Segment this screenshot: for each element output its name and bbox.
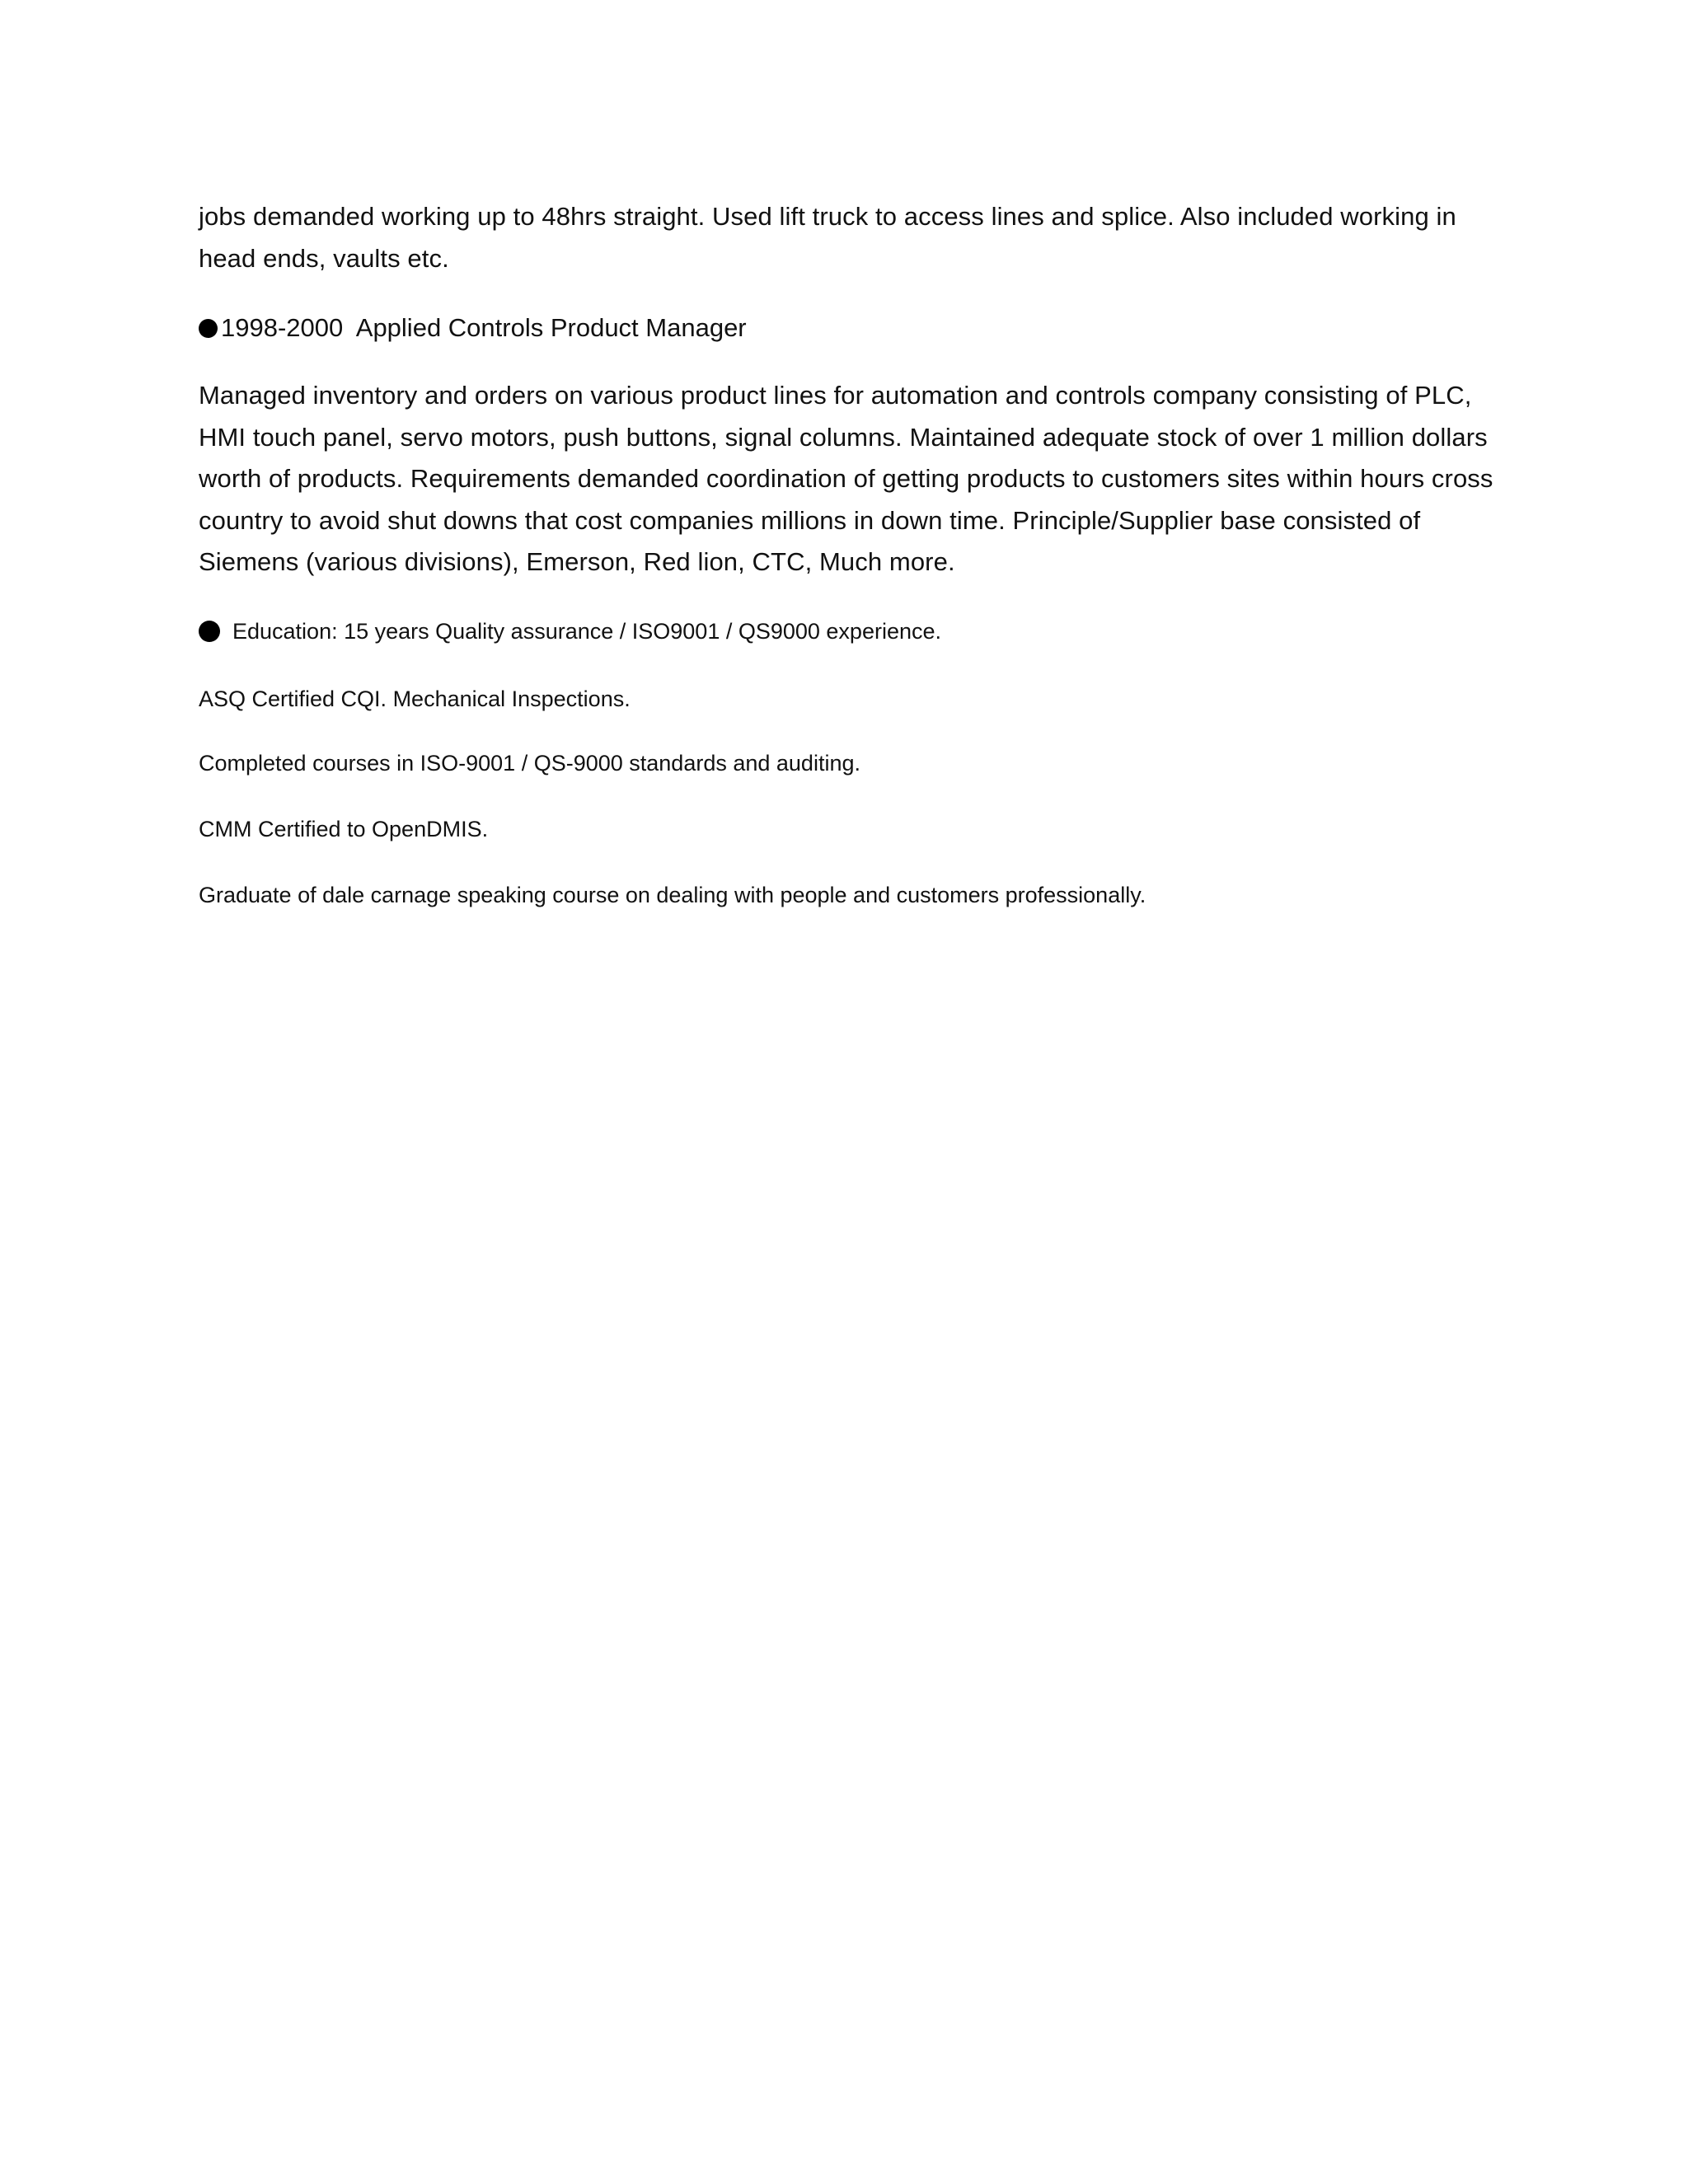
education-item: Completed courses in ISO-9001 / QS-9000 standards and auditing. [199,750,860,776]
job-heading-line [199,307,1501,349]
education-item: Graduate of dale carnage speaking course on dealing with people and customers professionally. [199,882,1146,907]
education-heading: Education: 15 years Quality assurance / ISO9001 / QS9000 experience. [232,618,942,644]
education-heading-line [199,615,1501,648]
job-heading: 1998-2000 Applied Controls Product Manager [221,313,747,342]
continuation-paragraph: jobs demanded working up to 48hrs straight. Used lift truck to access lines and splice. Also included working in head ends, vaults etc. [199,202,1456,273]
bullet-icon [199,621,220,642]
education-item: CMM Certified to OpenDMIS. [199,816,489,841]
document-body [199,196,1501,912]
job-description: Managed inventory and orders on various product lines for automation and controls company consisting of PLC, HMI touch panel, servo motors, push buttons, signal columns. Maintained adequate stock of over 1 million dollars worth of products. Requirements demanded coordination of getting products to customers sites within hours cross country to avoid shut downs that cost companies millions in down time. Principle/Supplier base consisted of Siemens (various divisions), Emerson, Red lion, CTC, Much more. [199,381,1493,576]
bullet-icon [199,319,218,338]
education-item: ASQ Certified CQI. Mechanical Inspections. [199,686,631,711]
